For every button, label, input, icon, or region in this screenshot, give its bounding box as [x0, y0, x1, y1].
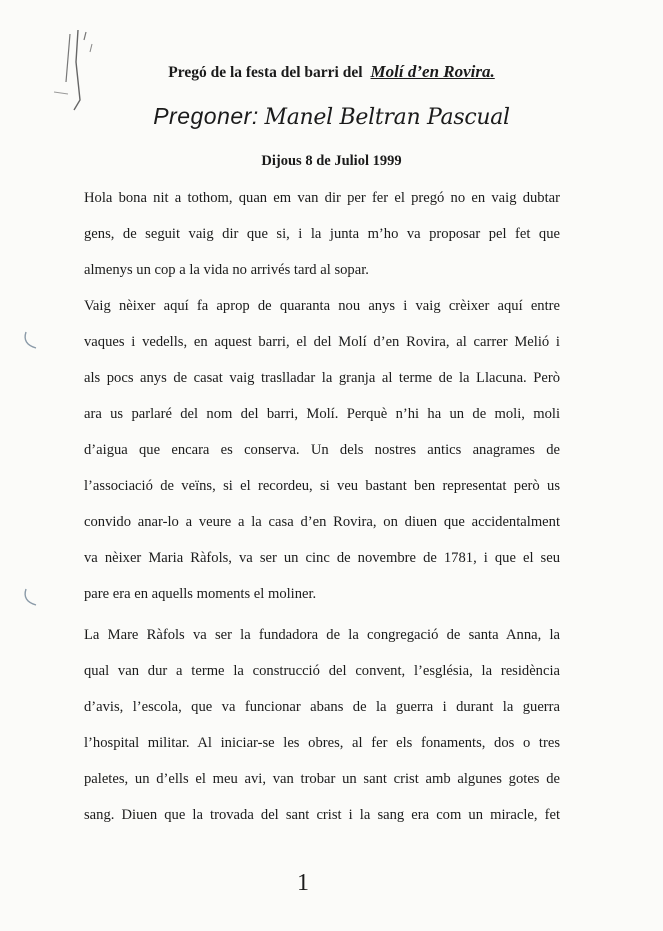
text-line: Vaig nèixer aquí fa aprop de quaranta nou anys i vaig crèixer aquí entre — [84, 298, 560, 314]
text-line: vaques i vedells, en aquest barri, el del Molí d’en Rovira, al carrer Melió i — [84, 334, 560, 350]
text-line: l’hospital militar. Al iniciar-se les obres, al fer els fonaments, dos o tres — [84, 735, 560, 751]
page-number: 1 — [297, 870, 307, 896]
text-line: gens, de seguit vaig dir que si, i la junta m’ho va proposar pel fet que — [84, 226, 560, 242]
text-line: Hola bona nit a tothom, quan em van dir per fer el pregó no en vaig dubtar — [84, 190, 560, 206]
text-line: ara us parlaré del nom del barri, Molí. Perquè n’hi ha un de moli, moli — [84, 406, 560, 422]
speaker-label: Pregoner: — [153, 103, 259, 129]
text-line: d’aigua que encara es conserva. Un dels nostres antics anagrames de — [84, 442, 560, 458]
text-line: als pocs anys de casat vaig traslladar la granja al terme de la Llacuna. Però — [84, 370, 560, 386]
speaker-line — [0, 103, 663, 130]
speaker-name: Manel Beltran Pascual — [264, 105, 510, 130]
text-line: almenys un cop a la vida no arrivés tard al sopar. — [84, 262, 369, 278]
text-line: pare era en aquells moments el moliner. — [84, 586, 317, 602]
text-line: La Mare Ràfols va ser la fundadora de la congregació de santa Anna, la — [84, 627, 560, 643]
text-line: paletes, un d’ells el meu avi, van trobar un sant crist amb algunes gotes de — [84, 771, 560, 787]
document-title — [0, 62, 663, 82]
title-place: Molí d’en Rovira. — [370, 62, 495, 81]
text-line: l’associació de veïns, si el recordeu, si veu bastant ben representat però us — [84, 478, 560, 494]
text-line: convido anar-lo a veure a la casa d’en Rovira, on diuen que accidentalment — [84, 514, 560, 530]
title-text: Pregó de la festa del barri del — [168, 64, 363, 81]
text-line: qual van dur a terme la construcció del convent, l’església, la residència — [84, 663, 560, 679]
text-line: d’avis, l’escola, que va funcionar abans de la guerra i durant la guerra — [84, 699, 560, 715]
margin-punch-mark — [20, 587, 40, 609]
text-line: va nèixer Maria Ràfols, va ser un cinc de novembre de 1781, i que el seu — [84, 550, 560, 566]
margin-punch-mark — [20, 330, 40, 352]
text-line: sang. Diuen que la trovada del sant crist i la sang era com un miracle, fet — [84, 807, 560, 823]
document-date: Dijous 8 de Juliol 1999 — [261, 153, 402, 169]
